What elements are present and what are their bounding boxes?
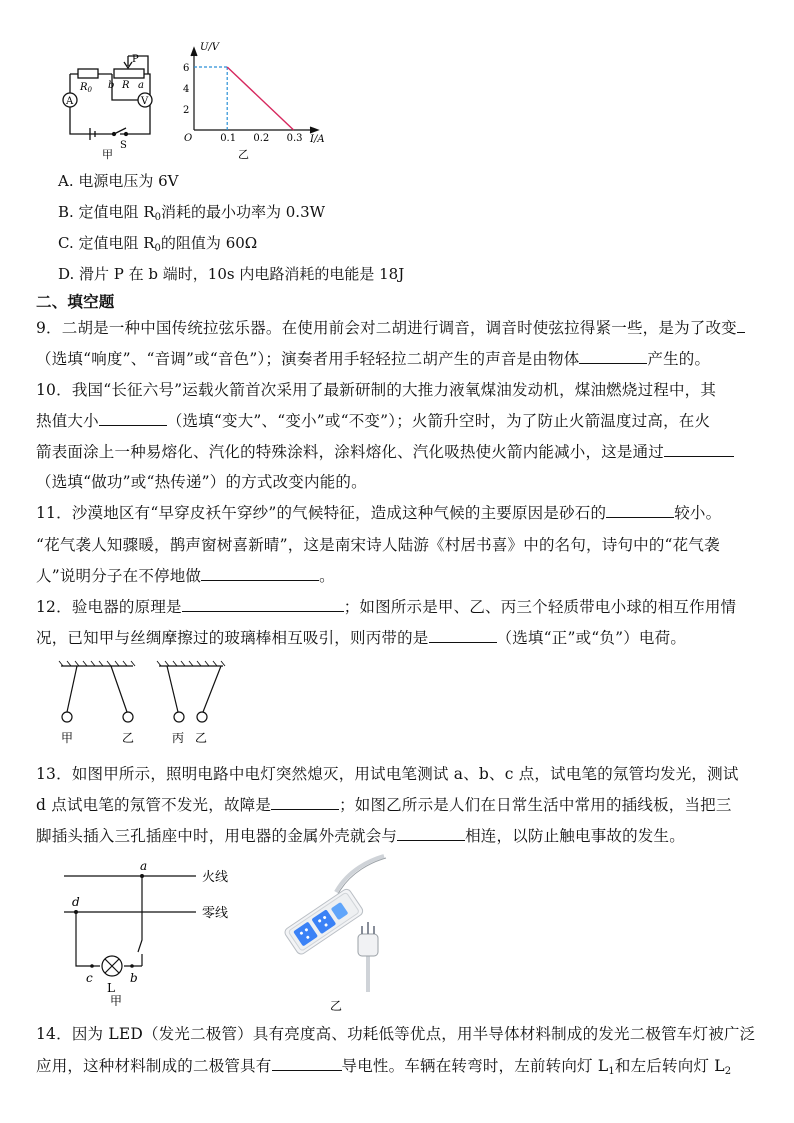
lamp-label: L xyxy=(107,981,115,995)
figure-jia-label: 甲 xyxy=(102,148,113,161)
ball-yi2-label: 乙 xyxy=(195,731,208,745)
option-a: A. 电源电压为 6V xyxy=(58,172,179,190)
a-label: a xyxy=(138,80,144,91)
q11-line2: “花气袭人知骤暖，鹊声窗树喜新晴”，这是南宋诗人陆游《村居书喜》中的名句，诗句中的“花气袭 xyxy=(36,536,720,554)
option-b: B. 定值电阻 $R_0$消耗的最小功率为 0.3W xyxy=(58,203,326,223)
x-tick-label: 0.3 xyxy=(286,133,303,144)
live-wire-label: 火线 xyxy=(202,870,229,885)
figure-jia-label-q13: 甲 xyxy=(110,994,123,1006)
q11-line3: 人”说明分子在不停地做 。 xyxy=(36,564,335,586)
option-d: D. 滑片 P 在 b 端时，10s 内电路消耗的电能是 18J xyxy=(58,265,405,283)
q12-blank2 xyxy=(429,626,497,643)
q10-blank1 xyxy=(99,409,167,426)
b-label: b xyxy=(108,80,115,91)
ball-yi-label: 乙 xyxy=(122,731,135,745)
switch-label: S xyxy=(120,140,127,151)
point-d-label: d xyxy=(72,895,80,909)
y-tick-label: 4 xyxy=(183,84,190,95)
ammeter-label: A xyxy=(66,96,74,107)
xlabel: I/A xyxy=(310,134,325,145)
q13-blank2 xyxy=(397,824,465,841)
household-circuit-figure xyxy=(56,856,246,1006)
q13-line1: 13．如图甲所示，照明电路中电灯突然熄灭，用试电笔测试 a、b、c 点，试电笔的氖管均发光，测试 xyxy=(36,765,739,783)
point-a-label: a xyxy=(140,859,148,873)
q13-blank1 xyxy=(271,793,339,810)
q14-line2: 应用，这种材料制成的二极管具有 导电性。车辆在转弯时，左前转向灯 $L_1$和左后转向灯 $L_2$ xyxy=(36,1054,731,1077)
origin-label: O xyxy=(184,133,193,144)
ball-bing-label: 丙 xyxy=(172,731,185,745)
q10-line3: 箭表面涂上一种易熔化、汽化的特殊涂料，涂料熔化、汽化吸热使火箭内能减小，这是通过 xyxy=(36,440,734,462)
q12-line1: 12．验电器的原理是 ；如图所示是甲、乙、丙三个轻质带电小球的相互作用情 xyxy=(36,595,736,617)
q11-blank1 xyxy=(606,501,674,518)
q12-line2: 况，已知甲与丝绸摩擦过的玻璃棒相互吸引，则丙带的是 （选填“正”或“负”）电荷。 xyxy=(36,626,686,648)
r0-label: $R_0$ xyxy=(80,82,92,94)
q13-line2: d 点试电笔的氖管不发光，故障是 ；如图乙所示是人们在日常生活中常用的插线板，当把三 xyxy=(36,793,732,815)
q10-line1: 10．我国“长征六号”运载火箭首次采用了最新研制的大推力液氧煤油发动机，煤油燃烧过程中，其 xyxy=(36,381,717,399)
charged-balls-figure xyxy=(55,660,235,750)
ylabel: U/V xyxy=(200,42,220,53)
u-i-graph xyxy=(180,40,340,162)
section-title: 二、填空题 xyxy=(36,292,115,311)
voltmeter-label: V xyxy=(141,96,149,107)
q10-line2: 热值大小 （选填“变大”、“变小”或“不变”）；火箭升空时，为了防止火箭温度过高，在火 xyxy=(36,409,710,431)
figure-yi-label: 乙 xyxy=(238,148,249,161)
circuit-diagram-q8 xyxy=(52,50,162,162)
q11-line1: 11．沙漠地区有“早穿皮袄午穿纱”的气候特征，造成这种气候的主要原因是砂石的 较小。 xyxy=(36,501,721,523)
q14-line1: 14．因为 LED（发光二极管）具有亮度高、功耗低等优点，用半导体材料制成的发光二极管车灯被广泛 xyxy=(36,1025,756,1043)
q12-blank1 xyxy=(182,595,344,612)
u-i-line xyxy=(227,67,293,130)
q9-line1: 9．二胡是一种中国传统拉弦乐器。在使用前会对二胡进行调音，调音时使弦拉得紧一些，是为了改变 xyxy=(36,316,745,338)
r-label: R xyxy=(122,80,130,91)
point-c-label: c xyxy=(86,971,93,985)
p-label: P xyxy=(132,54,139,65)
power-strip-figure xyxy=(278,852,398,1012)
ball-jia-label: 甲 xyxy=(61,731,74,745)
q9-blank xyxy=(579,347,647,364)
q10-line4: （选填“做功”或“热传递”）的方式改变内能的。 xyxy=(36,473,367,491)
q9-line2: （选填“响度”、“音调”或“音色”）；演奏者用手轻轻拉二胡产生的声音是由物体 产生的。 xyxy=(36,347,710,369)
x-tick-label: 0.2 xyxy=(253,133,270,144)
option-c: C. 定值电阻 $R_0$的阻值为 60Ω xyxy=(58,234,258,254)
figure-yi-label-q13: 乙 xyxy=(330,999,343,1012)
q14-blank xyxy=(272,1054,342,1071)
point-b-label: b xyxy=(130,971,138,985)
q11-blank2 xyxy=(201,564,319,581)
q10-blank2 xyxy=(664,440,734,457)
neutral-wire-label: 零线 xyxy=(202,906,229,921)
y-tick-label: 6 xyxy=(183,63,190,74)
q13-line3: 脚插头插入三孔插座中时，用电器的金属外壳就会与 相连，以防止触电事故的发生。 xyxy=(36,824,685,846)
y-tick-label: 2 xyxy=(183,105,190,116)
x-tick-label: 0.1 xyxy=(220,133,237,144)
